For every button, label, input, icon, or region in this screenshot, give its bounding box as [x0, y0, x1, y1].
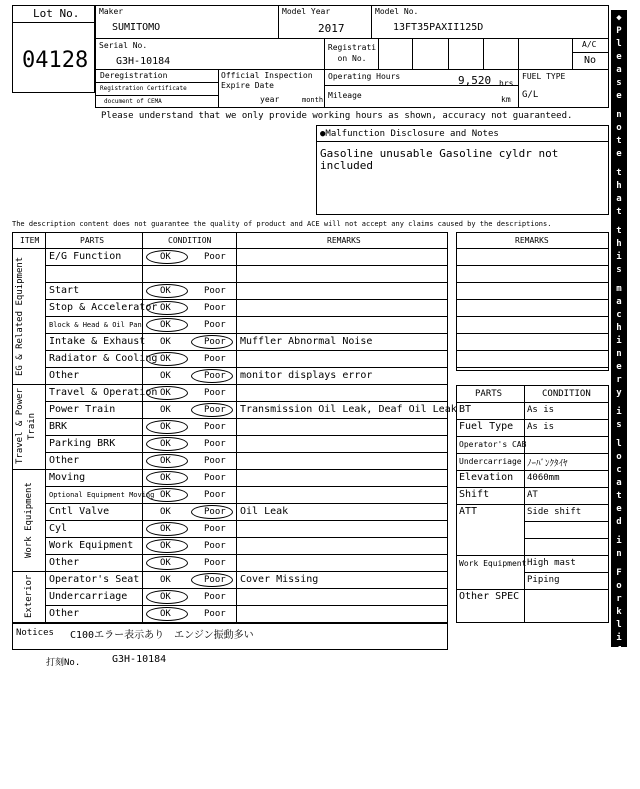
- sidebar-char: f: [616, 646, 622, 656]
- malfunction-text: Gasoline unusable Gasoline cyldr not included: [320, 147, 559, 172]
- poor-circle: [191, 403, 233, 417]
- operating-hours-value: 9,520: [458, 74, 492, 87]
- sidebar-char: n: [616, 349, 622, 359]
- spec-part: Work Equipment: [459, 559, 527, 568]
- ok-option: OK: [160, 303, 171, 313]
- sidebar-char: s: [616, 78, 622, 88]
- part-label: Power Train: [49, 404, 116, 415]
- sidebar-char: a: [616, 297, 622, 307]
- sidebar-char: i: [616, 407, 622, 417]
- sidebar-char: l: [616, 439, 622, 449]
- right-row-divider: [456, 282, 609, 283]
- sidebar-char: F: [616, 568, 622, 578]
- spec-value: 4060mm: [527, 473, 560, 483]
- poor-option: Poor: [204, 524, 226, 534]
- sidebar-char: m: [616, 284, 622, 294]
- poor-option: Poor: [204, 473, 226, 483]
- sidebar-char: i: [616, 336, 622, 346]
- spec-divider: [456, 453, 609, 454]
- ok-option: OK: [160, 405, 171, 415]
- stamp-label: 打刻No.: [46, 658, 81, 668]
- poor-option: Poor: [204, 592, 226, 602]
- sidebar-char: l: [616, 620, 622, 630]
- row-divider: [45, 299, 448, 300]
- sidebar-char: d: [616, 517, 622, 527]
- malfunction-title: ●Malfunction Disclosure and Notes: [320, 129, 499, 139]
- fuel-type-value: G/L: [522, 90, 539, 100]
- sidebar-char: i: [616, 730, 622, 740]
- row-divider: [45, 554, 448, 555]
- ok-option: OK: [160, 575, 171, 585]
- right-row-divider: [456, 333, 609, 334]
- row-divider: [45, 401, 448, 402]
- part-label: Intake & Exhaust: [49, 336, 146, 347]
- ok-circle: [146, 437, 188, 451]
- poor-option: Poor: [204, 354, 226, 364]
- spec-divider: [524, 538, 609, 539]
- ok-circle: [146, 539, 188, 553]
- row-divider: [45, 486, 448, 487]
- sidebar-char: h: [616, 181, 622, 191]
- right-row-divider: [456, 299, 609, 300]
- spec-part: Fuel Type: [459, 421, 514, 432]
- sidebar-char: a: [616, 478, 622, 488]
- poor-option: Poor: [204, 286, 226, 296]
- sidebar-char: o: [616, 581, 622, 591]
- sidebar-char: o: [616, 452, 622, 462]
- sidebar-char: t: [616, 659, 622, 669]
- group-divider: [12, 384, 448, 385]
- group-label: Travel & Power Train: [15, 388, 37, 465]
- sidebar-char: i: [616, 633, 622, 643]
- ok-circle: [146, 488, 188, 502]
- sidebar-char: P: [616, 678, 622, 688]
- serial-label: Serial No.: [99, 41, 148, 50]
- maker-label: Maker: [99, 7, 124, 16]
- spec-value: Side shift: [527, 507, 582, 517]
- row-divider: [45, 265, 448, 266]
- spec-part: BT: [459, 404, 472, 415]
- year-label: year: [260, 95, 280, 104]
- sidebar-char: c: [616, 465, 622, 475]
- spec-value: ﾉｰﾊﾞﾝｸﾀｲﾔ: [527, 459, 568, 469]
- ok-option: OK: [160, 541, 171, 551]
- official-inspection-label: Official Inspection Expire Date: [221, 71, 313, 90]
- ok-option: OK: [160, 354, 171, 364]
- sidebar-char: P: [616, 26, 622, 36]
- part-label: E/G Function: [49, 251, 122, 262]
- poor-option: Poor: [204, 507, 226, 517]
- spec-value: High mast: [527, 558, 576, 568]
- sidebar-char: n: [616, 110, 622, 120]
- spec-divider: [456, 589, 609, 590]
- sidebar-char: r: [616, 375, 622, 385]
- sidebar-char: i: [616, 536, 622, 546]
- ok-option: OK: [160, 558, 171, 568]
- sidebar-char: t: [616, 491, 622, 501]
- poor-option: Poor: [204, 337, 226, 347]
- poor-circle: [191, 369, 233, 383]
- part-label: Cyl: [49, 523, 68, 534]
- spec-divider: [524, 521, 609, 522]
- ok-option: OK: [160, 456, 171, 466]
- remark-text: Muffler Abnormal Noise: [240, 336, 373, 347]
- spec-part: ATT: [459, 506, 478, 517]
- ok-option: OK: [160, 609, 171, 619]
- poor-option: Poor: [204, 575, 226, 585]
- cema-document: document of CEMA: [104, 98, 162, 105]
- poor-option: Poor: [204, 388, 226, 398]
- spec-divider: [524, 572, 609, 573]
- header-item: ITEM: [20, 236, 40, 245]
- spec-part: Shift: [459, 489, 490, 500]
- ok-circle: [146, 522, 188, 536]
- row-divider: [45, 520, 448, 521]
- spec-divider: [456, 555, 609, 556]
- sidebar-char: i: [616, 252, 622, 262]
- hrs-unit: hrs: [499, 79, 514, 88]
- sidebar-char: ◆: [616, 769, 622, 779]
- spec-value: As is: [527, 422, 555, 432]
- ok-circle: [146, 590, 188, 604]
- right-row-divider: [456, 367, 609, 368]
- model-no-value: 13FT35PAXII125D: [393, 22, 484, 33]
- stamp-value: G3H-10184: [112, 654, 167, 665]
- remark-text: Oil Leak: [240, 506, 289, 517]
- sidebar-char: g: [616, 756, 622, 766]
- sidebar-char: e: [616, 52, 622, 62]
- poor-option: Poor: [204, 405, 226, 415]
- part-label: Other: [49, 608, 80, 619]
- part-label: Travel & Operation: [49, 387, 158, 398]
- row-divider: [45, 333, 448, 334]
- poor-option: Poor: [204, 456, 226, 466]
- serial-value: G3H-10184: [116, 56, 171, 67]
- spec-divider: [456, 470, 609, 471]
- row-divider: [45, 350, 448, 351]
- part-label: BRK: [49, 421, 68, 432]
- fuel-type-label: FUEL TYPE: [522, 72, 566, 81]
- part-label: Stop & Accelerator: [49, 302, 158, 313]
- poor-option: Poor: [204, 609, 226, 619]
- remark-text: monitor displays error: [240, 370, 373, 381]
- ok-option: OK: [160, 524, 171, 534]
- registration-label: Registrati on No.: [327, 43, 377, 63]
- sidebar-char: e: [616, 362, 622, 372]
- mileage-label: Mileage: [328, 91, 362, 100]
- poor-circle: [191, 335, 233, 349]
- notices-text: C100エラー表示あり エンジン振動多い: [70, 630, 254, 641]
- month-label: month: [302, 96, 324, 104]
- part-label: Other: [49, 370, 80, 381]
- sidebar-char: ◇: [616, 779, 622, 789]
- ok-circle: [146, 420, 188, 434]
- ok-option: OK: [160, 473, 171, 483]
- sidebar-char: t: [616, 168, 622, 178]
- maker-value: SUMITOMO: [112, 22, 161, 33]
- part-label: Radiator & Cooling: [49, 353, 158, 364]
- ok-circle: [146, 471, 188, 485]
- spec-part: Undercarriage: [459, 457, 522, 466]
- right-row-divider: [456, 350, 609, 351]
- poor-option: Poor: [204, 252, 226, 262]
- row-divider: [45, 282, 448, 283]
- sidebar-char: s: [616, 420, 622, 430]
- sidebar-char: a: [616, 194, 622, 204]
- ac-value: No: [584, 55, 597, 66]
- sidebar-char: t: [616, 136, 622, 146]
- part-label: Start: [49, 285, 80, 296]
- sidebar-char: ◆: [616, 13, 622, 23]
- ok-option: OK: [160, 490, 171, 500]
- sidebar-char: e: [616, 91, 622, 101]
- group-divider: [12, 469, 448, 470]
- row-divider: [45, 605, 448, 606]
- header-condition: CONDITION: [168, 236, 212, 245]
- sidebar-char: r: [616, 594, 622, 604]
- poor-option: Poor: [204, 303, 226, 313]
- poor-option: Poor: [204, 558, 226, 568]
- ok-circle: [146, 556, 188, 570]
- operating-hours-label: Operating Hours: [328, 72, 401, 81]
- spec-divider: [456, 504, 609, 505]
- spec-divider: [456, 419, 609, 420]
- hours-notice: Please understand that we only provide working hours as shown, accuracy not guaranteed.: [101, 111, 573, 121]
- ok-circle: [146, 454, 188, 468]
- spec-part: Other SPEC: [459, 591, 520, 602]
- part-label: Undercarriage: [49, 591, 128, 602]
- poor-option: Poor: [204, 490, 226, 500]
- sidebar-char: e: [616, 149, 622, 159]
- sidebar-char: h: [616, 239, 622, 249]
- spec-value: As is: [527, 405, 555, 415]
- row-divider: [45, 418, 448, 419]
- ok-option: OK: [160, 388, 171, 398]
- spec-part: Elevation: [459, 472, 514, 483]
- row-divider: [45, 588, 448, 589]
- model-year-value: 2017: [318, 22, 345, 35]
- sidebar-char: s: [616, 265, 622, 275]
- notices-label: Notices: [16, 628, 54, 638]
- ok-option: OK: [160, 337, 171, 347]
- spec-value: AT: [527, 490, 538, 500]
- model-year-label: Model Year: [282, 7, 331, 16]
- sidebar-char: a: [616, 691, 622, 701]
- sidebar-char: k: [616, 607, 622, 617]
- part-label: Operator's Seat: [49, 574, 140, 585]
- sidebar-char: o: [616, 123, 622, 133]
- sidebar-char: t: [616, 226, 622, 236]
- ok-option: OK: [160, 320, 171, 330]
- part-label: Other: [49, 557, 80, 568]
- specs-parts-header: PARTS: [475, 389, 503, 399]
- ok-circle: [146, 386, 188, 400]
- poor-circle: [191, 505, 233, 519]
- group-label: Work Equipment: [24, 482, 34, 558]
- group-divider: [12, 571, 448, 572]
- spec-divider: [456, 402, 609, 403]
- remark-text: Cover Missing: [240, 574, 319, 585]
- sidebar-char: c: [616, 310, 622, 320]
- part-label: Other: [49, 455, 80, 466]
- km-unit: km: [501, 95, 511, 104]
- lot-number: 04128: [22, 48, 89, 73]
- ok-circle: [146, 250, 188, 264]
- poor-circle: [191, 573, 233, 587]
- row-divider: [45, 367, 448, 368]
- row-divider: [45, 452, 448, 453]
- ok-option: OK: [160, 422, 171, 432]
- part-label: Cntl Valve: [49, 506, 110, 517]
- sidebar-char: h: [616, 323, 622, 333]
- row-divider: [45, 503, 448, 504]
- row-divider: [45, 435, 448, 436]
- ok-circle: [146, 318, 188, 332]
- poor-option: Poor: [204, 320, 226, 330]
- poor-option: Poor: [204, 422, 226, 432]
- header-remarks: REMARKS: [327, 236, 361, 245]
- sidebar-char: n: [616, 549, 622, 559]
- row-divider: [45, 316, 448, 317]
- registration-certificate: Registration Certificate: [100, 85, 187, 92]
- deregistration-label: Deregistration: [100, 71, 168, 80]
- row-divider: [45, 537, 448, 538]
- model-no-label: Model No.: [375, 7, 419, 16]
- ok-circle: [146, 301, 188, 315]
- right-remarks-header: REMARKS: [515, 236, 549, 245]
- poor-option: Poor: [204, 371, 226, 381]
- header-parts: PARTS: [80, 236, 105, 245]
- location-sidebar: [611, 10, 627, 789]
- right-row-divider: [456, 265, 609, 266]
- part-label: Optional Equipment Moving: [49, 491, 155, 499]
- sidebar-char: t: [616, 207, 622, 217]
- right-row-divider: [456, 316, 609, 317]
- ok-option: OK: [160, 286, 171, 296]
- sidebar-char: a: [616, 65, 622, 75]
- ok-circle: [146, 284, 188, 298]
- part-label: Parking BRK: [49, 438, 116, 449]
- ok-option: OK: [160, 592, 171, 602]
- spec-part: Operator's CAB: [459, 440, 527, 449]
- ok-option: OK: [160, 507, 171, 517]
- lot-label: Lot No.: [33, 7, 80, 20]
- ac-label: A/C: [582, 40, 597, 49]
- disclaimer: The description content does not guarantee the quality of product and ACE will not accept any claims caused by the descriptions.: [12, 220, 552, 228]
- group-label: EG & Related Equipment: [15, 256, 25, 376]
- sidebar-char: y: [616, 388, 622, 398]
- poor-option: Poor: [204, 439, 226, 449]
- part-label: Block & Head & Oil Pan: [49, 321, 142, 329]
- sidebar-char: l: [616, 39, 622, 49]
- specs-condition-header: CONDITION: [542, 389, 591, 399]
- poor-option: Poor: [204, 541, 226, 551]
- spec-divider: [456, 436, 609, 437]
- ok-circle: [146, 607, 188, 621]
- ok-circle: [146, 352, 188, 366]
- group-label: Exterior: [24, 574, 34, 619]
- remark-text: Transmission Oil Leak, Deaf Oil Leak: [240, 404, 457, 415]
- ok-option: OK: [160, 371, 171, 381]
- spec-divider: [456, 487, 609, 488]
- sidebar-char: r: [616, 704, 622, 714]
- sidebar-char: e: [616, 504, 622, 514]
- ok-option: OK: [160, 439, 171, 449]
- part-label: Work Equipment: [49, 540, 134, 551]
- ok-option: OK: [160, 252, 171, 262]
- part-label: Moving: [49, 472, 86, 483]
- sidebar-char: k: [616, 717, 622, 727]
- spec-value: Piping: [527, 575, 560, 585]
- sidebar-char: n: [616, 743, 622, 753]
